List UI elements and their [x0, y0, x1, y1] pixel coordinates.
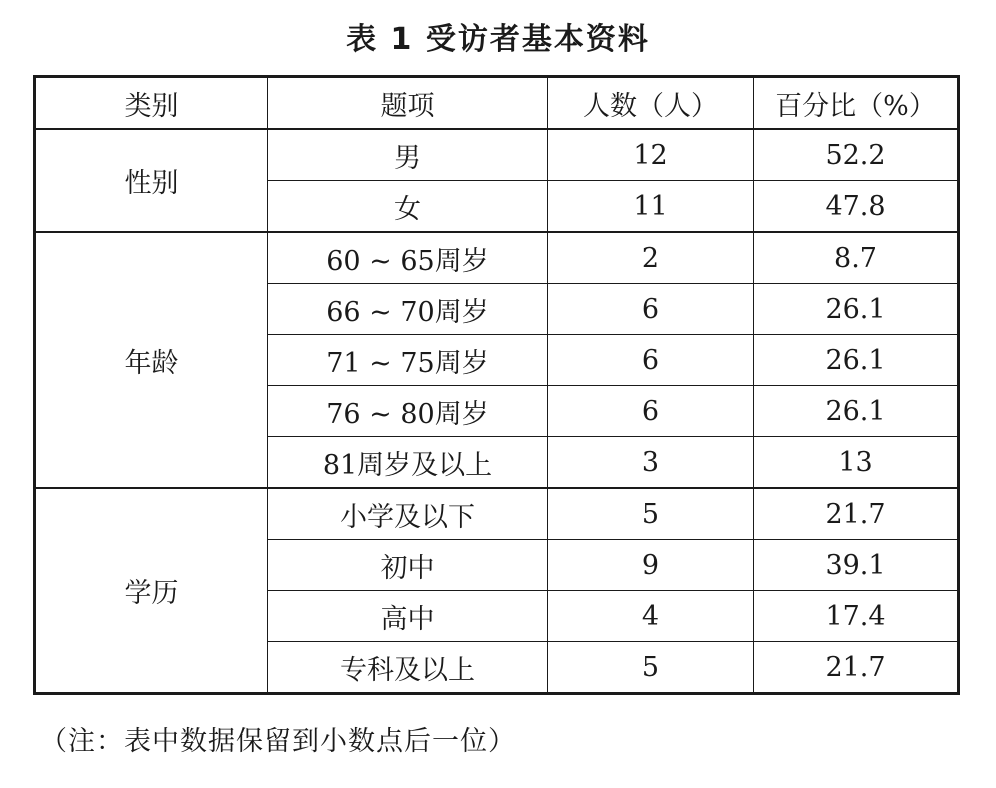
respondent-info-table [33, 75, 960, 695]
table-row [35, 232, 959, 284]
header-row [35, 77, 959, 130]
item-cell: 66 ~ 70周岁 [268, 284, 548, 335]
percent-cell: 47.8 [754, 181, 959, 233]
table-footnote: （注：表中数据保留到小数点后一位） [40, 726, 516, 757]
item-cell: 71 ~ 75周岁 [268, 335, 548, 386]
percent-cell: 26.1 [754, 284, 959, 335]
item-cell: 女 [268, 181, 548, 233]
percent-cell: 17.4 [754, 591, 959, 642]
table-row [35, 129, 959, 181]
header-percent: 百分比（%） [754, 77, 959, 130]
count-cell: 6 [548, 386, 754, 437]
header-item: 题项 [268, 77, 548, 130]
count-cell: 11 [548, 181, 754, 233]
percent-cell: 39.1 [754, 540, 959, 591]
percent-cell: 8.7 [754, 232, 959, 284]
percent-cell: 26.1 [754, 335, 959, 386]
item-cell: 高中 [268, 591, 548, 642]
item-cell: 60 ~ 65周岁 [268, 232, 548, 284]
count-cell: 12 [548, 129, 754, 181]
item-cell: 男 [268, 129, 548, 181]
count-cell: 5 [548, 642, 754, 694]
count-cell: 6 [548, 284, 754, 335]
item-cell: 专科及以上 [268, 642, 548, 694]
header-count: 人数（人） [548, 77, 754, 130]
item-cell: 小学及以下 [268, 488, 548, 540]
category-cell: 学历 [35, 488, 268, 694]
item-cell: 76 ~ 80周岁 [268, 386, 548, 437]
category-cell: 性别 [35, 129, 268, 232]
percent-cell: 21.7 [754, 642, 959, 694]
percent-cell: 52.2 [754, 129, 959, 181]
count-cell: 3 [548, 437, 754, 489]
table-body [35, 129, 959, 694]
count-cell: 4 [548, 591, 754, 642]
table-row [35, 488, 959, 540]
header-category: 类别 [35, 77, 268, 130]
count-cell: 2 [548, 232, 754, 284]
count-cell: 6 [548, 335, 754, 386]
percent-cell: 13 [754, 437, 959, 489]
item-cell: 81周岁及以上 [268, 437, 548, 489]
percent-cell: 21.7 [754, 488, 959, 540]
percent-cell: 26.1 [754, 386, 959, 437]
item-cell: 初中 [268, 540, 548, 591]
table-title: 表 1 受访者基本资料 [346, 22, 650, 57]
category-cell: 年龄 [35, 232, 268, 488]
table-header [35, 77, 959, 130]
count-cell: 5 [548, 488, 754, 540]
count-cell: 9 [548, 540, 754, 591]
